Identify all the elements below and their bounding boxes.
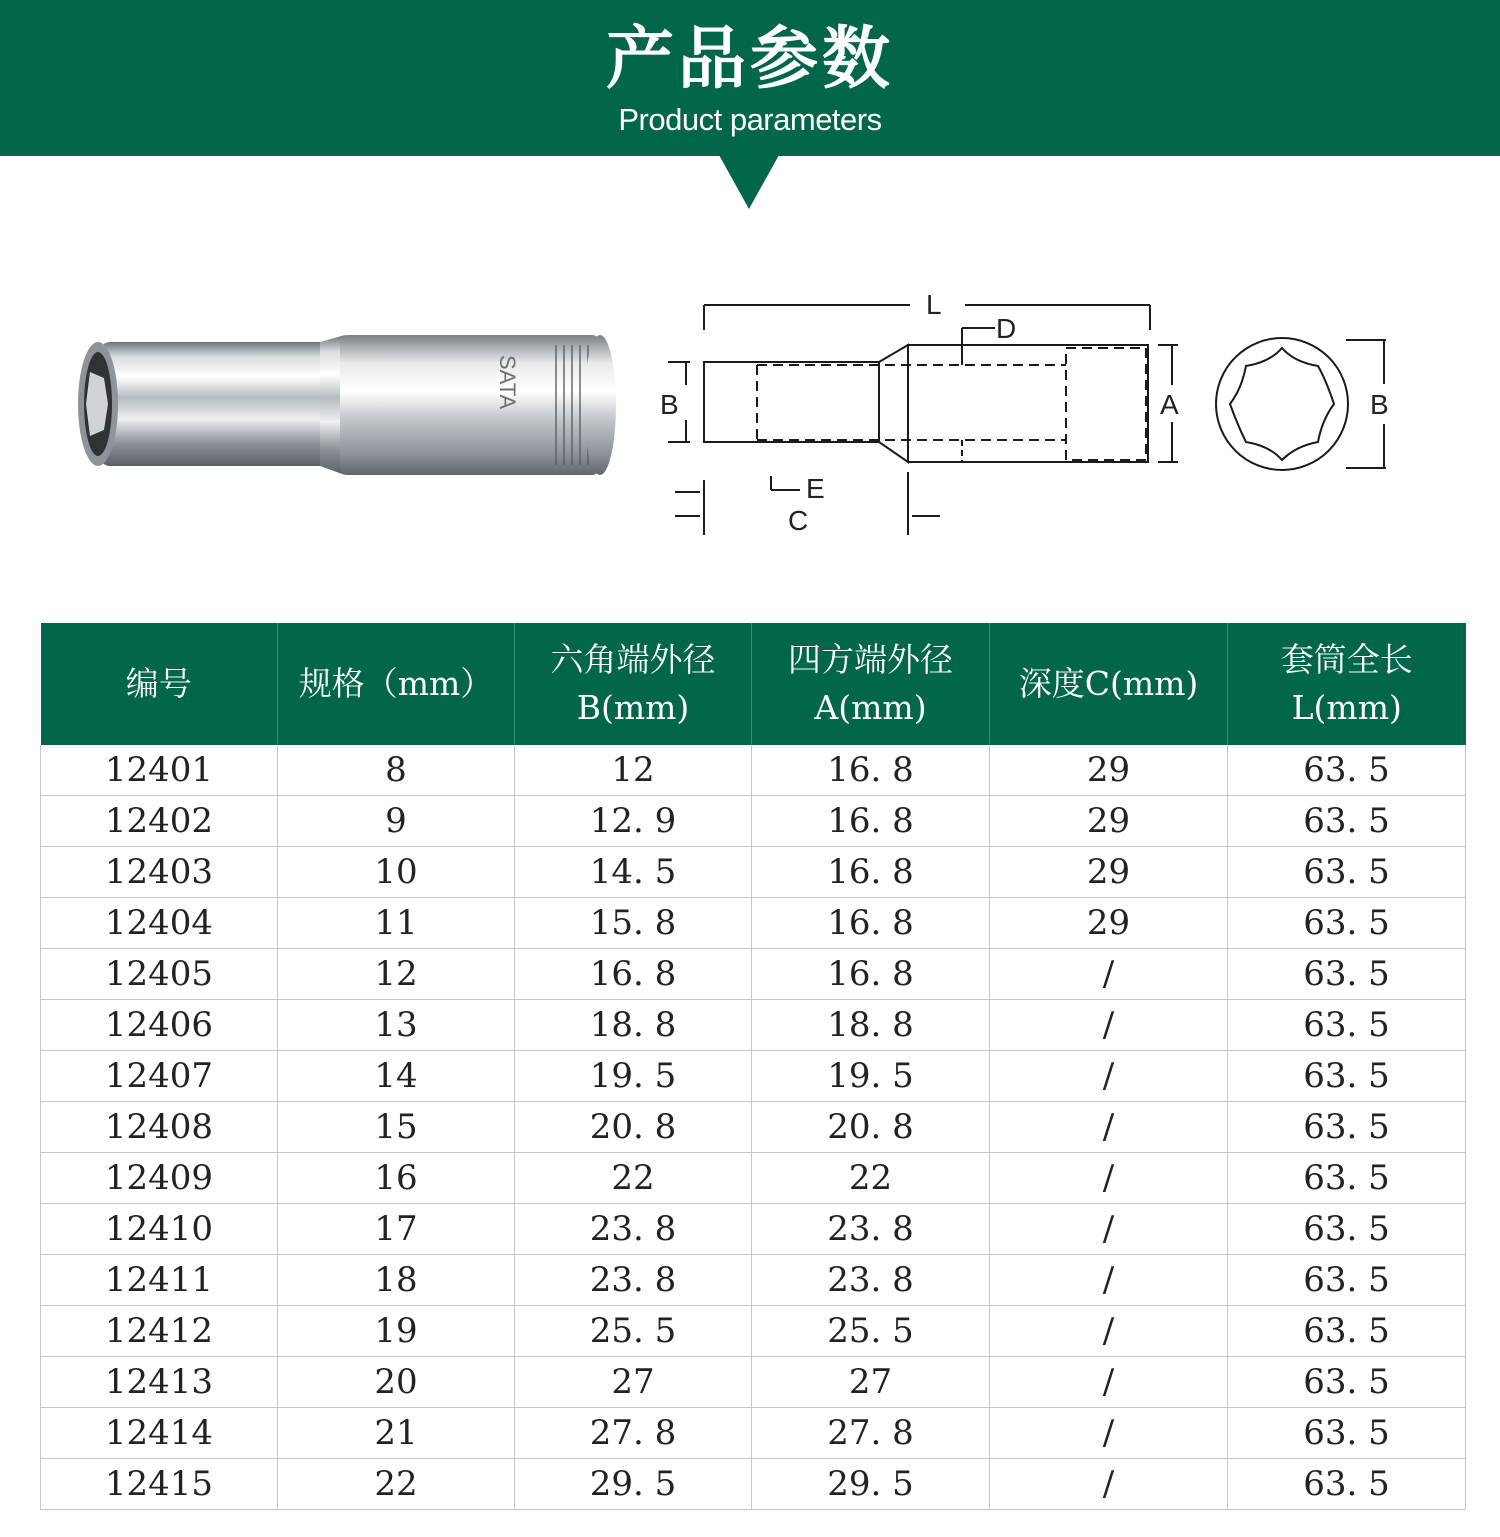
table-cell: 21 [278, 1408, 515, 1459]
header-line: A(mm) [814, 688, 927, 727]
table-cell: / [990, 1102, 1228, 1153]
page-title: 产品参数 [605, 20, 894, 99]
table-row [41, 745, 1466, 796]
table-row [41, 1255, 1466, 1306]
table-cell: 17 [278, 1204, 515, 1255]
header-line: L(mm) [1291, 688, 1402, 727]
dim-label-b-right: B [1370, 389, 1389, 420]
table-cell: 29 [990, 847, 1228, 898]
table-cell: 63. 5 [1228, 1153, 1466, 1204]
table-cell: / [990, 1204, 1228, 1255]
table-cell: 25. 5 [752, 1306, 990, 1357]
table-cell: 16. 8 [752, 898, 990, 949]
socket-photo [78, 335, 616, 475]
table-cell: 15. 8 [515, 898, 752, 949]
table-cell: 19. 5 [515, 1051, 752, 1102]
table-row [41, 1408, 1466, 1459]
table-cell: 18. 8 [515, 1000, 752, 1051]
table-cell: 29. 5 [515, 1459, 752, 1510]
table-row [41, 1204, 1466, 1255]
table-cell: 12405 [41, 949, 278, 1000]
header-length [1228, 623, 1466, 745]
table-cell: 9 [278, 796, 515, 847]
table-cell: 63. 5 [1228, 1204, 1466, 1255]
table-cell: / [990, 1153, 1228, 1204]
table-cell: 63. 5 [1228, 898, 1466, 949]
table-cell: 23. 8 [515, 1255, 752, 1306]
table-cell: 63. 5 [1228, 847, 1466, 898]
table-cell: 12409 [41, 1153, 278, 1204]
header-code [41, 623, 278, 745]
table-cell: 63. 5 [1228, 1102, 1466, 1153]
header-depth [990, 623, 1228, 745]
table-row [41, 1000, 1466, 1051]
table-cell: 12410 [41, 1204, 278, 1255]
header-line: 编号 [125, 664, 192, 703]
table-cell: 12404 [41, 898, 278, 949]
table-cell: 16 [278, 1153, 515, 1204]
table-cell: / [990, 1306, 1228, 1357]
table-cell: 13 [278, 1000, 515, 1051]
dimension-drawing [668, 305, 1386, 535]
table-cell: 11 [278, 898, 515, 949]
table-cell: 16. 8 [752, 847, 990, 898]
table-row [41, 847, 1466, 898]
table-cell: 16. 8 [752, 745, 990, 796]
table-cell: 18 [278, 1255, 515, 1306]
table-cell: 29 [990, 745, 1228, 796]
table-cell: / [990, 949, 1228, 1000]
table-row [41, 949, 1466, 1000]
table-cell: 22 [752, 1153, 990, 1204]
table-cell: 27 [752, 1357, 990, 1408]
table-cell: 63. 5 [1228, 1000, 1466, 1051]
table-cell: 12413 [41, 1357, 278, 1408]
table-cell: 12411 [41, 1255, 278, 1306]
header-line: B(mm) [576, 688, 690, 727]
table-cell: 63. 5 [1228, 1051, 1466, 1102]
table-cell: 25. 5 [515, 1306, 752, 1357]
table-cell: / [990, 1459, 1228, 1510]
table-cell: / [990, 1408, 1228, 1459]
table-cell: 12408 [41, 1102, 278, 1153]
table-row [41, 1459, 1466, 1510]
table-row [41, 1051, 1466, 1102]
dim-label-l: L [926, 289, 942, 320]
table-cell: 12402 [41, 796, 278, 847]
table-cell: 12 [278, 949, 515, 1000]
table-row [41, 898, 1466, 949]
table-cell: 63. 5 [1228, 949, 1466, 1000]
header-square-diameter [752, 623, 990, 745]
table-cell: 12403 [41, 847, 278, 898]
table-cell: 22 [515, 1153, 752, 1204]
dim-label-a: A [1160, 389, 1179, 420]
table-cell: 63. 5 [1228, 1357, 1466, 1408]
table-cell: 20. 8 [515, 1102, 752, 1153]
header-line: 套筒全长 [1280, 640, 1413, 679]
table-cell: 16. 8 [752, 796, 990, 847]
table-cell: 12415 [41, 1459, 278, 1510]
table-cell: 63. 5 [1228, 745, 1466, 796]
table-cell: 27. 8 [515, 1408, 752, 1459]
table-header-row [41, 623, 1466, 745]
table-cell: 12. 9 [515, 796, 752, 847]
header-hex-diameter [515, 623, 752, 745]
table-cell: 19 [278, 1306, 515, 1357]
table-cell: 63. 5 [1228, 1255, 1466, 1306]
dim-label-d: D [996, 313, 1017, 344]
table-row [41, 796, 1466, 847]
header-line: 四方端外径 [788, 640, 953, 679]
table-cell: 15 [278, 1102, 515, 1153]
table-cell: 29. 5 [752, 1459, 990, 1510]
table-cell: 63. 5 [1228, 796, 1466, 847]
table-cell: / [990, 1000, 1228, 1051]
table-cell: 23. 8 [515, 1204, 752, 1255]
table-cell: 14. 5 [515, 847, 752, 898]
page-subtitle: Product parameters [618, 102, 882, 137]
dim-label-e: E [806, 473, 825, 504]
table-cell: 27 [515, 1357, 752, 1408]
table-cell: 29 [990, 796, 1228, 847]
dim-label-b-left: B [660, 389, 679, 420]
svg-text:SATA: SATA [495, 355, 520, 410]
table-cell: 63. 5 [1228, 1408, 1466, 1459]
table-cell: 63. 5 [1228, 1306, 1466, 1357]
table-cell: 16. 8 [752, 949, 990, 1000]
table-cell: 12 [515, 745, 752, 796]
table-cell: 63. 5 [1228, 1459, 1466, 1510]
table-cell: 27. 8 [752, 1408, 990, 1459]
table-cell: 23. 8 [752, 1204, 990, 1255]
banner-pointer-arrow [719, 155, 779, 209]
table-cell: 20 [278, 1357, 515, 1408]
table-cell: 22 [278, 1459, 515, 1510]
table-cell: 12406 [41, 1000, 278, 1051]
header-size [278, 623, 515, 745]
table-row [41, 1102, 1466, 1153]
table-cell: 14 [278, 1051, 515, 1102]
header-banner [0, 0, 1500, 156]
table-cell: 18. 8 [752, 1000, 990, 1051]
product-figure [0, 280, 1500, 560]
table-body [41, 745, 1466, 1510]
table-cell: 19. 5 [752, 1051, 990, 1102]
table-cell: 29 [990, 898, 1228, 949]
table-row [41, 1153, 1466, 1204]
table-cell: / [990, 1255, 1228, 1306]
table-cell: 16. 8 [515, 949, 752, 1000]
table-cell: / [990, 1051, 1228, 1102]
dim-label-c: C [788, 505, 809, 536]
table-cell: 20. 8 [752, 1102, 990, 1153]
header-line: 规格（mm） [298, 664, 494, 703]
table-cell: 12407 [41, 1051, 278, 1102]
header-line: 六角端外径 [550, 640, 716, 679]
parameters-table [40, 623, 1466, 1510]
table-cell: 12414 [41, 1408, 278, 1459]
table-row [41, 1357, 1466, 1408]
table-cell: 23. 8 [752, 1255, 990, 1306]
header-line: 深度C(mm) [1018, 664, 1199, 703]
table-row [41, 1306, 1466, 1357]
product-illustration [0, 280, 1500, 560]
table-cell: 10 [278, 847, 515, 898]
table-cell: / [990, 1357, 1228, 1408]
table-cell: 12412 [41, 1306, 278, 1357]
table-cell: 12401 [41, 745, 278, 796]
table-cell: 8 [278, 745, 515, 796]
